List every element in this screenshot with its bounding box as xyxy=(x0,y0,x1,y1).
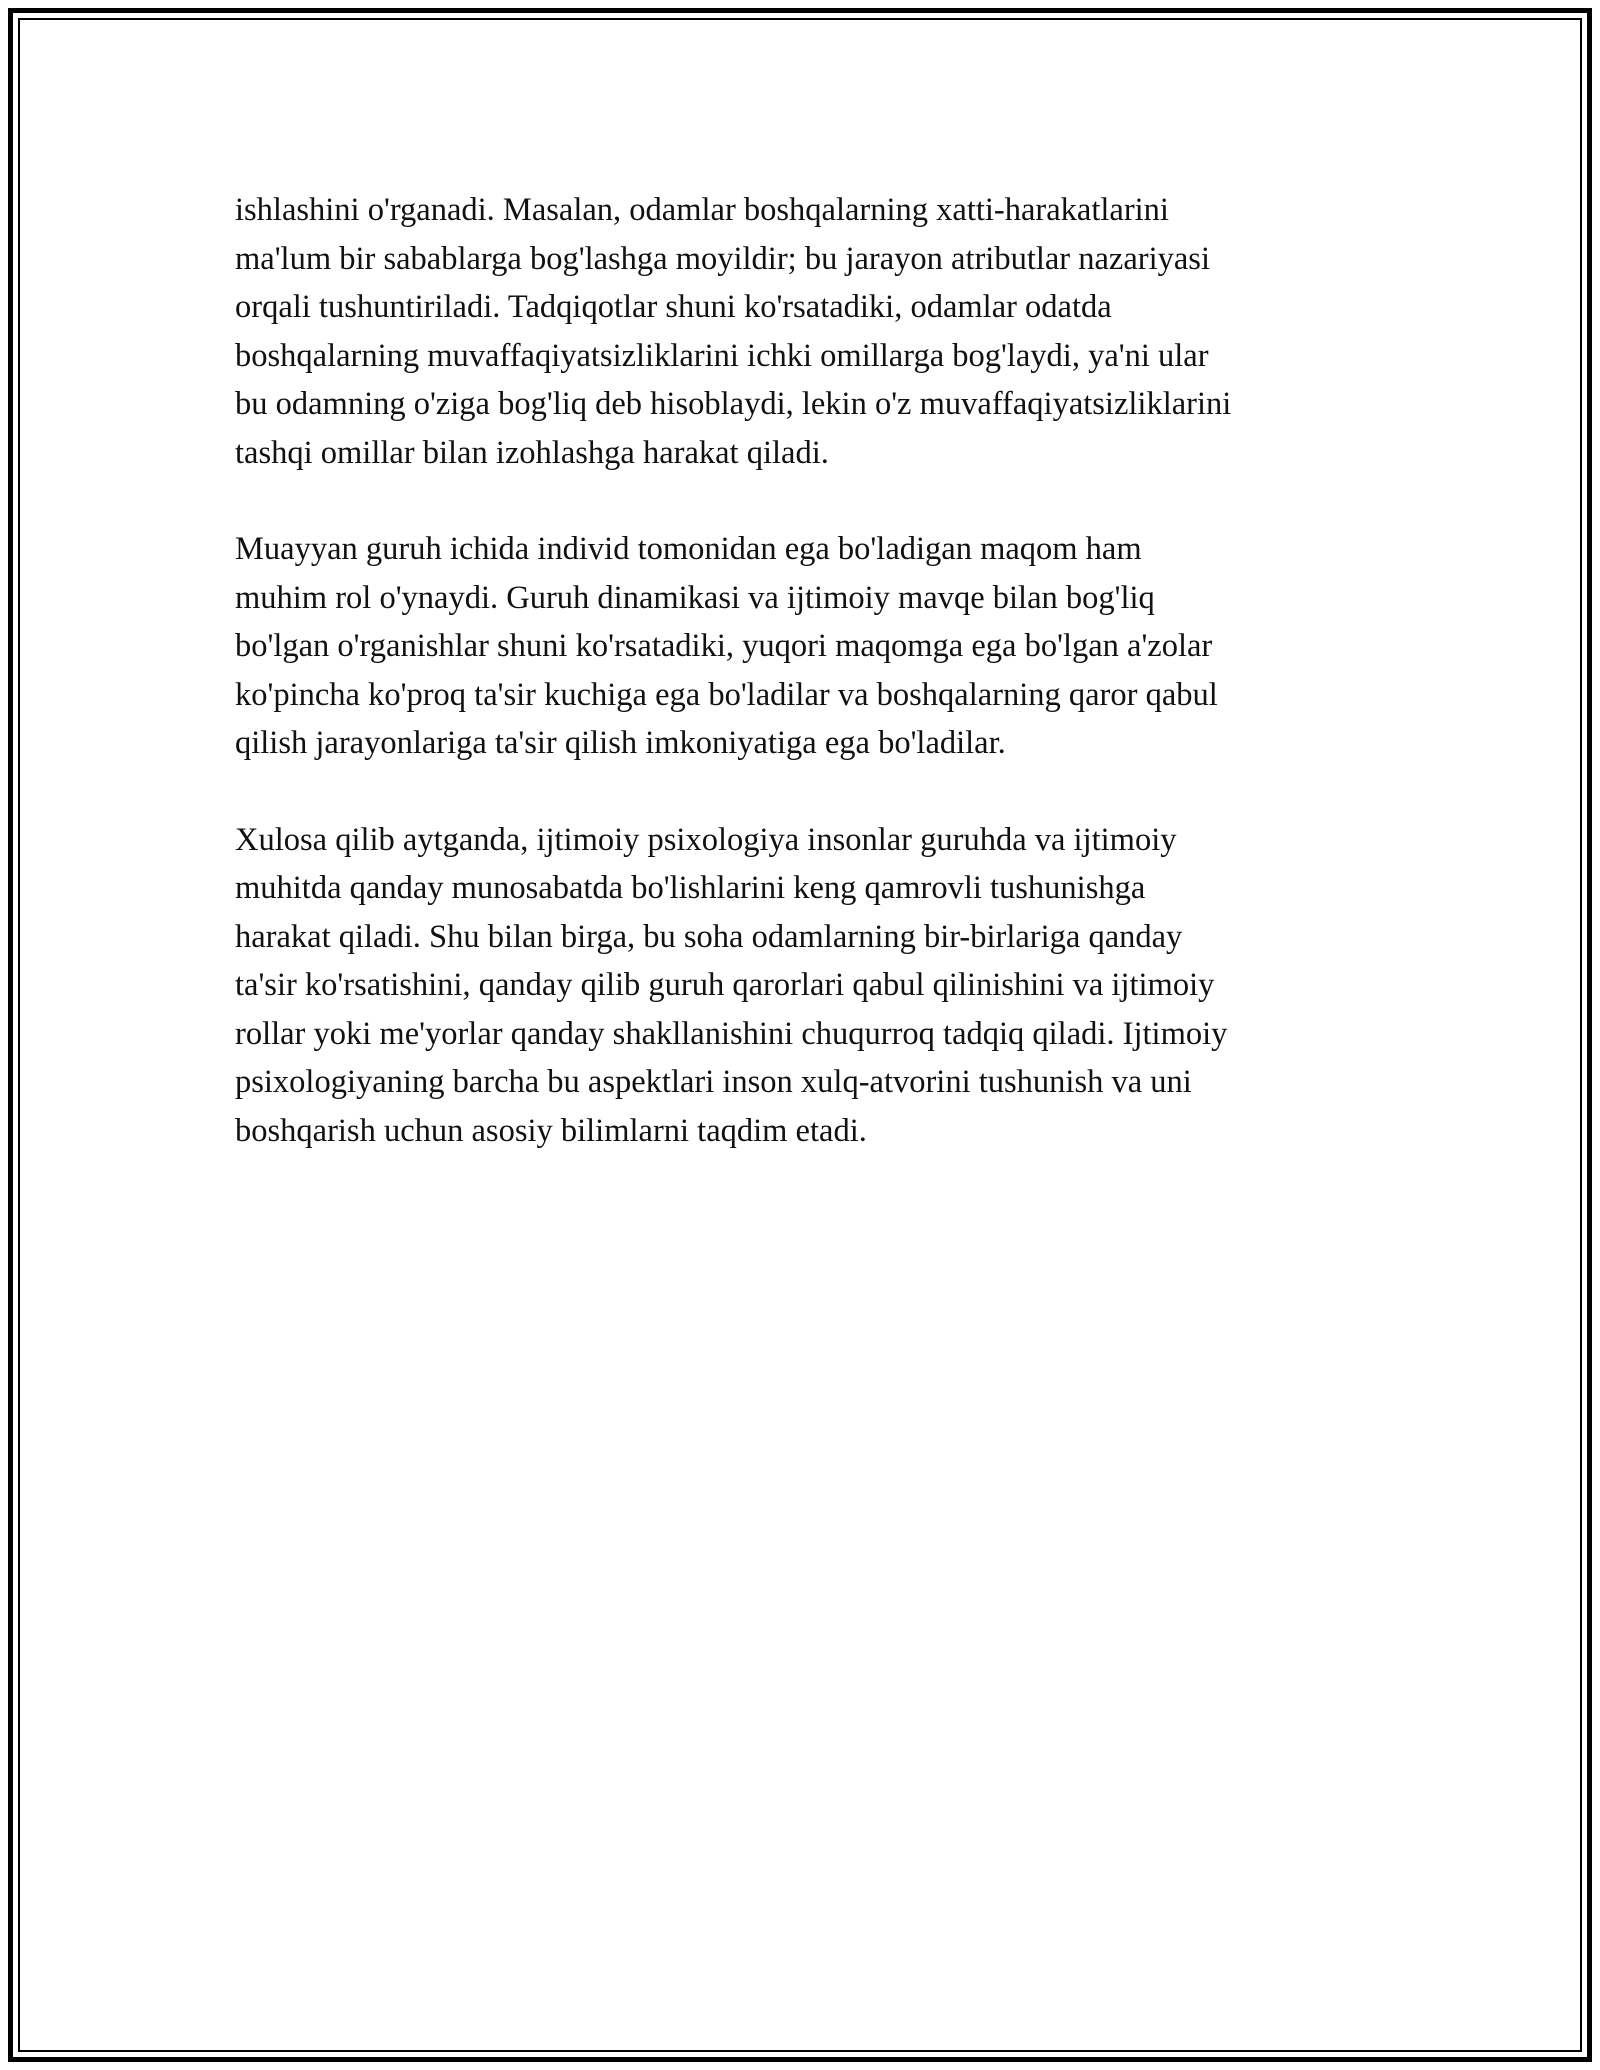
paragraph-group-status xyxy=(235,525,1370,768)
text-line: qilish jarayonlariga ta'sir qilish imkoniyatiga ega bo'ladilar. xyxy=(235,725,1006,761)
text-line: boshqarish uchun asosiy bilimlarni taqdim etadi. xyxy=(235,1112,867,1149)
text-line: harakat qiladi. Shu bilan birga, bu soha odamlarning bir-birlariga qanday xyxy=(235,918,1183,955)
text-line: muhim rol o'ynaydi. Guruh dinamikasi va ijtimoiy mavqe bilan bog'liq xyxy=(235,579,1155,616)
text-line: psixologiyaning barcha bu aspektlari inson xulq-atvorini tushunish va uni xyxy=(235,1064,1192,1100)
text-line: bu odamning o'ziga bog'liq deb hisoblaydi, lekin o'z muvaffaqiyatsizliklarini xyxy=(235,386,1232,422)
document-body xyxy=(235,186,1370,1203)
text-line: ma'lum bir sabablarga bog'lashga moyildir; bu jarayon atributlar nazariyasi xyxy=(235,240,1210,277)
text-line: tashqi omillar bilan izohlashga harakat qiladi. xyxy=(235,434,829,471)
text-line: muhitda qanday munosabatda bo'lishlarini keng qamrovli tushunishga xyxy=(235,870,1146,906)
text-line: orqali tushuntiriladi. Tadqiqotlar shuni ko'rsatadiki, odamlar odatda xyxy=(235,289,1112,325)
text-line: boshqalarning muvaffaqiyatsizliklarini ichki omillarga bog'laydi, ya'ni ular xyxy=(235,337,1209,374)
text-line: Xulosa qilib aytganda, ijtimoiy psixologiya insonlar guruhda va ijtimoiy xyxy=(235,821,1177,858)
text-line: ishlashini o'rganadi. Masalan, odamlar boshqalarning xatti-harakatlarini xyxy=(235,192,1169,228)
paragraph-attribution-theory xyxy=(235,186,1370,477)
text-line: rollar yoki me'yorlar qanday shakllanishini chuqurroq tadqiq qiladi. Ijtimoiy xyxy=(235,1015,1228,1052)
text-line: ko'pincha ko'proq ta'sir kuchiga ega bo'ladilar va boshqalarning qaror qabul xyxy=(235,676,1218,713)
text-line: bo'lgan o'rganishlar shuni ko'rsatadiki, yuqori maqomga ega bo'lgan a'zolar xyxy=(235,628,1213,664)
text-line: Muayyan guruh ichida individ tomonidan ega bo'ladigan maqom ham xyxy=(235,531,1142,567)
paragraph-conclusion xyxy=(235,816,1370,1156)
text-line: ta'sir ko'rsatishini, qanday qilib guruh qarorlari qabul qilinishini va ijtimoiy xyxy=(235,967,1215,1003)
